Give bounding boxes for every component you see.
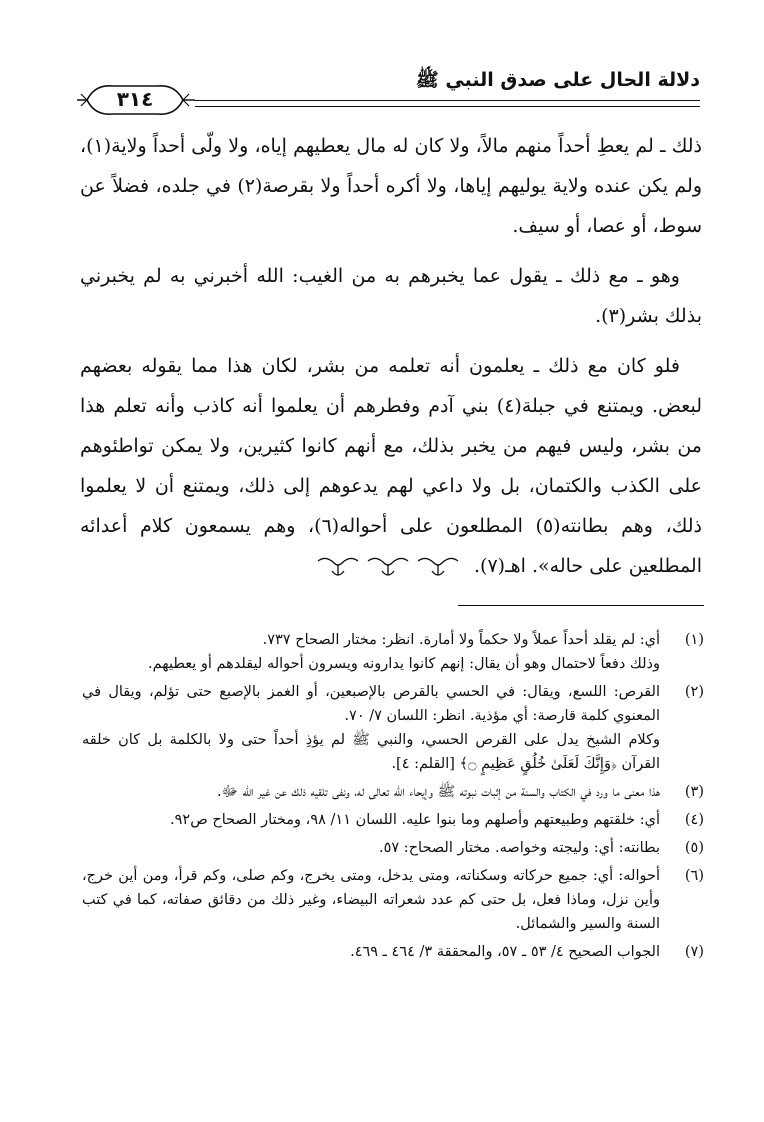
footnote-3 [82,780,704,804]
footnote-separator [458,605,704,606]
footnote-text: هذا معنى ما ورد في الكتاب والسنة من إثبات نبوته ﷺ وإيحاء الله تعالى له، ونفى تلقيه ذلك عن غير الله ﷻ. [216,784,660,800]
footnote-1 [82,628,704,676]
footnote-number: (٢) [684,684,704,700]
footnote-number: (٣) [684,784,704,800]
footnote-7 [82,940,704,964]
footnote-number: (٦) [684,868,704,884]
footnote-6 [82,864,704,936]
section-divider-ornament-icon [308,553,468,579]
footnote-number: (٤) [684,812,704,828]
footnote-number: (٧) [684,944,704,960]
footnote-text: بطانته: أي: وليجته وخواصه. مختار الصحاح: ٥٧. [379,840,660,856]
running-title: دلالة الحال على صدق النبي ﷺ [415,69,700,91]
header-rule-bottom [195,106,700,107]
footnote-4 [82,808,704,832]
page-header [75,62,700,122]
footnote-text: أي: لم يقلد أحداً عملاً ولا حكماً ولا أمارة. انظر: مختار الصحاح ٧٣٧. [262,632,660,648]
paragraph-2: وهو ـ مع ذلك ـ يقول عما يخبرهم به من الغيب: الله أخبرني به لم يخبرني بذلك بشر(٣). [80,265,702,327]
footnote-number: (٥) [684,840,704,856]
footnote-2 [82,680,704,776]
paragraph-1: ذلك ـ لم يعطِ أحداً منهم مالاً، ولا كان له مال يعطيهم إياه، ولا ولّى أحداً ولاية(١)، ولم يكن عنده ولاية يوليهم إياها، ولا أكره أحداً ولا بقرصة(٢) في جلده، فضلاً عن سوط، أو عصا، أو سيف. [80,135,703,237]
paragraph-3: فلو كان مع ذلك ـ يعلمون أنه تعلمه من بشر، لكان هذا مما يقوله بعضهم لبعض. ويمتنع في جبلة(٤) بني آدم وفطرهم أن يعلموا أنه كاذب وأنه تعلم هذا من بشر، وليس فيهم من يخبر بذلك، مع أنهم كانوا كثيرين، ولا يمكن تواطئوهم على الكذب والكتمان، بل ولا داعي لهم يدعوهم إلى ذلك، ويمتنع أن لا يعلموا ذلك، وهم بطانته(٥) المطلعون على أحواله(٦)، وهم يسمعون كلام أعدائه المطلعين على حاله». اهـ(٧). [80,355,702,577]
footnote-text: أي: خلقتهم وطبيعتهم وأصلهم وما بنوا عليه. اللسان ١١/ ٩٨، ومختار الصحاح ص٩٢. [170,812,660,828]
page-number: ٣١٤ [116,87,154,111]
footnote-text: وذلك دفعاً لاحتمال وهو أن يقال: إنهم كانوا يدارونه ويسرون أحواله ليقلدهم أو يعطيهم. [148,656,660,672]
footnote-5 [82,836,704,860]
footnote-text: الجواب الصحيح ٤/ ٥٣ ـ ٥٧، والمحققة ٣/ ٤٦٤ ـ ٤٦٩. [350,944,660,960]
main-text [80,126,702,596]
footnotes [82,628,704,968]
footnote-number: (١) [684,632,704,648]
footnote-text: وكلام الشيخ يدل على القرص الحسي، والنبي ﷺ لم يؤذِ أحداً حتى ولا بالكلمة بل كان خلقه القرآن ﴿وَإِنَّكَ لَعَلَىٰ خُلُقٍ عَظِيمٍ ۝﴾ [القلم: ٤]. [82,732,660,772]
footnote-text: أحواله: أي: جميع حركاته وسكناته، ومتى يدخل، ومتى يخرج، وكم صلى، وكم قرأ، ومن أين خرج، وأين نزل، وماذا فعل، بل حتى كم عدد شعراته البيضاء، وغير ذلك من دقائق صفاته، كما في كتب السنة والسير والشمائل. [82,868,660,932]
header-rule-top [195,100,700,101]
footnote-text: القرص: اللسع، ويقال: في الحسي بالقرص بالإصبعين، أو الغمز بالإصبع حتى تؤلم، ويقال في المعنوي كلمة قارصة: أي مؤذية. انظر: اللسان ٧/ ٧٠. [82,684,660,724]
